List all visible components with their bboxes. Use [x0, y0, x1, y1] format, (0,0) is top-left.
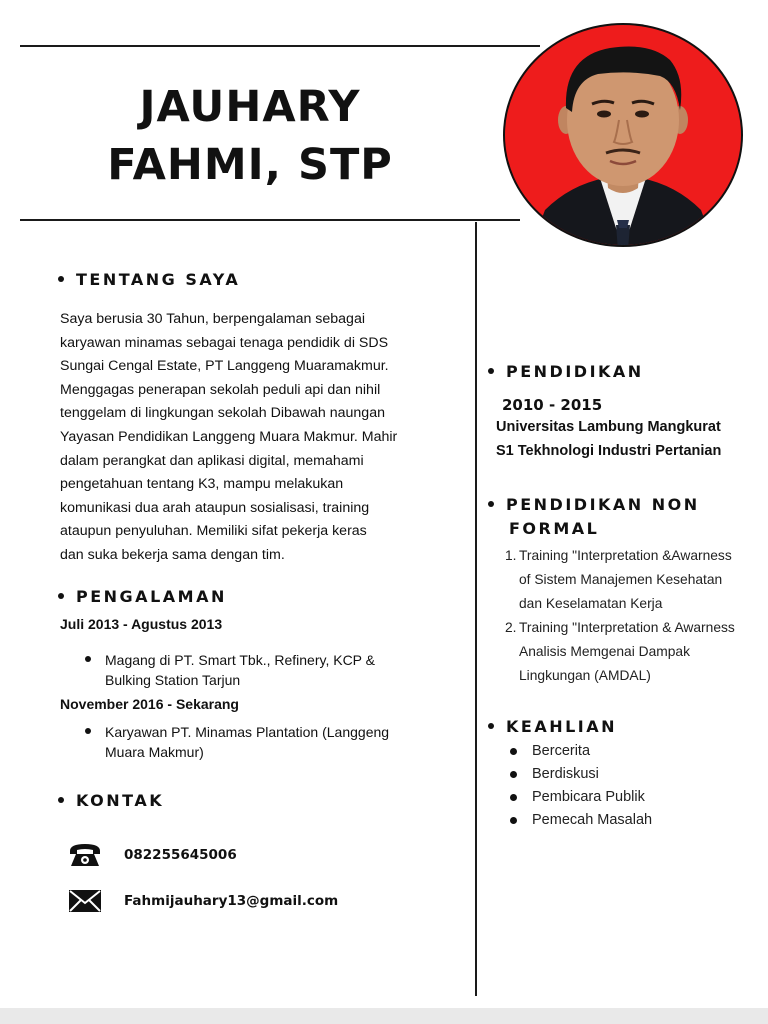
bullet-icon	[488, 501, 494, 507]
bullet-icon	[85, 656, 91, 662]
bullet-icon	[58, 276, 64, 282]
email-address[interactable]: Fahmijauhary13@gmail.com	[124, 893, 339, 909]
profile-photo-icon	[500, 20, 746, 250]
phone-row[interactable]	[68, 842, 237, 868]
bullet-icon	[510, 817, 517, 824]
skill-label: Pemecah Masalah	[532, 812, 653, 828]
nonformal-heading-line-2: FORMAL	[509, 519, 600, 538]
page-bottom-strip	[0, 1008, 768, 1024]
experience-heading	[58, 587, 227, 606]
contact-heading-text: KONTAK	[76, 791, 165, 810]
about-line: dalam perangkat dan aplikasi digital, memahami	[60, 452, 364, 469]
bullet-icon	[510, 748, 517, 755]
bullet-icon	[488, 723, 494, 729]
skill-item	[510, 809, 652, 832]
experience-period: November 2016 - Sekarang	[60, 696, 239, 712]
name-line-1: JAUHARY	[139, 82, 361, 132]
experience-item-line: Muara Makmur)	[105, 744, 204, 760]
telephone-icon	[68, 842, 102, 868]
envelope-icon	[68, 889, 102, 913]
education-degree: S1 Tekhnologi Industri Pertanian	[496, 443, 722, 459]
nonformal-heading	[488, 493, 700, 541]
skill-item	[510, 786, 652, 809]
about-heading-text: TENTANG SAYA	[76, 270, 241, 289]
skill-label: Pembicara Publik	[532, 789, 645, 805]
name-divider	[20, 219, 520, 221]
skill-item	[510, 763, 652, 786]
about-line: pengetahuan tentang K3, mampu melakukan	[60, 476, 344, 493]
experience-item-line: Karyawan PT. Minamas Plantation (Langgeng	[105, 724, 390, 740]
experience-item	[105, 650, 375, 690]
experience-item-line: Magang di PT. Smart Tbk., Refinery, KCP &	[105, 652, 375, 668]
column-divider	[475, 222, 477, 996]
about-line: Yayasan Pendidikan Langgeng Muara Makmur. Mahir	[60, 428, 398, 445]
bullet-icon	[85, 728, 91, 734]
skills-heading-text: KEAHLIAN	[506, 717, 618, 736]
education-years: 2010 - 2015	[502, 396, 603, 414]
item-number: 2.	[505, 620, 517, 635]
about-line: dan suka bekerja sama dengan tim.	[60, 546, 285, 563]
skill-label: Bercerita	[532, 743, 591, 759]
contact-heading	[58, 791, 164, 810]
about-line: komunikasi dua arah ataupun sosialisasi, training	[60, 499, 370, 516]
nonformal-item-line: Training "Interpretation &Awarness	[519, 548, 732, 563]
bullet-icon	[510, 771, 517, 778]
education-university: Universitas Lambung Mangkurat	[496, 419, 721, 435]
about-heading	[58, 270, 240, 289]
bullet-icon	[58, 797, 64, 803]
about-line: karyawan minamas sebagai tenaga pendidik di SDS	[60, 334, 389, 351]
name-title	[60, 78, 440, 194]
skills-list	[510, 740, 652, 832]
nonformal-item-line: Lingkungan (AMDAL)	[519, 668, 651, 683]
about-paragraph	[60, 308, 460, 568]
skills-heading	[488, 717, 617, 736]
nonformal-heading-line-1: PENDIDIKAN NON	[506, 495, 700, 514]
about-line: Saya berusia 30 Tahun, berpengalaman sebagai	[60, 311, 365, 327]
about-line: tenggelam di lingkungan sekolah Dibawah naungan	[60, 405, 385, 422]
about-line: ataupun penyuluhan. Memiliki sifat pekerja keras	[60, 523, 367, 540]
nonformal-item	[505, 616, 768, 688]
about-line: Sungai Cengal Estate, PT Langgeng Muaramakmur.	[60, 358, 389, 375]
bullet-icon	[510, 794, 517, 801]
name-line-2: FAHMI, STP	[107, 140, 393, 190]
email-row[interactable]	[68, 889, 338, 913]
experience-item-line: Bulking Station Tarjun	[105, 672, 241, 688]
profile-photo	[500, 20, 746, 250]
nonformal-item	[505, 544, 768, 616]
education-heading	[488, 362, 644, 381]
experience-period: Juli 2013 - Agustus 2013	[60, 616, 223, 632]
nonformal-item-line: Analisis Memgenai Dampak	[519, 644, 690, 659]
skill-label: Berdiskusi	[532, 766, 599, 782]
nonformal-item-line: dan Keselamatan Kerja	[519, 596, 663, 611]
skill-item	[510, 740, 652, 763]
top-divider	[20, 45, 540, 47]
experience-heading-text: PENGALAMAN	[76, 587, 227, 606]
nonformal-item-line: Training "Interpretation & Awarness	[519, 620, 735, 635]
phone-number[interactable]: 082255645006	[124, 847, 237, 863]
bullet-icon	[58, 593, 64, 599]
experience-item	[105, 722, 389, 762]
nonformal-item-line: of Sistem Manajemen Kesehatan	[519, 572, 723, 587]
item-number: 1.	[505, 548, 517, 563]
about-line: Menggagas penerapan sekolah peduli api dan nihil	[60, 381, 381, 398]
education-heading-text: PENDIDIKAN	[506, 362, 644, 381]
bullet-icon	[488, 368, 494, 374]
